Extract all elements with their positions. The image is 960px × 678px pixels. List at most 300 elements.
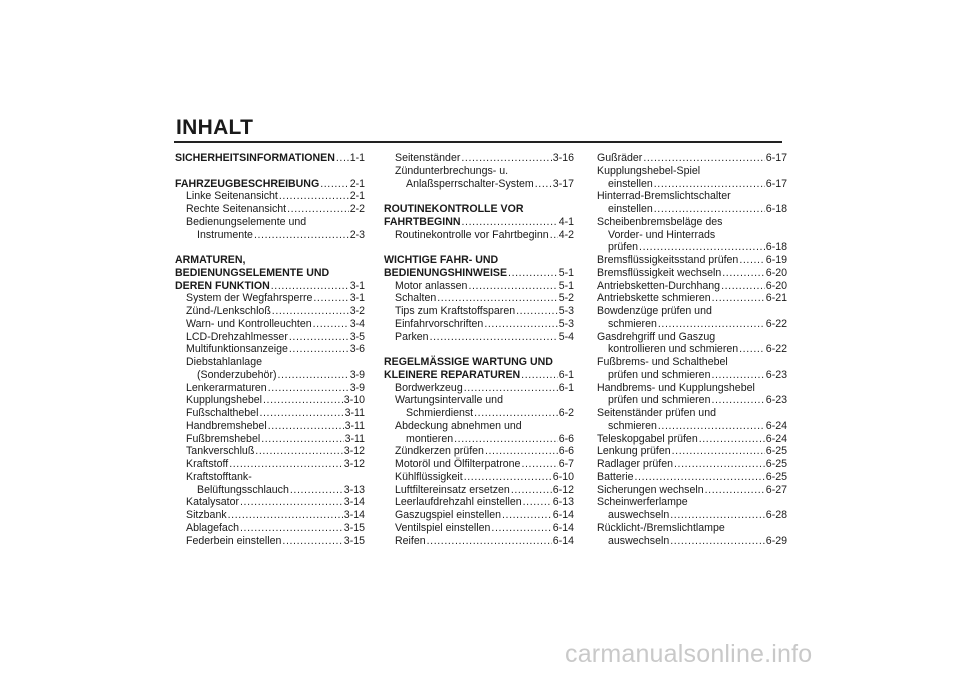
- dot-leader: [464, 471, 552, 484]
- toc-entry-title: Teleskopgabel prüfen: [597, 432, 698, 445]
- dot-leader: [268, 382, 349, 395]
- toc-entry: [597, 305, 787, 318]
- toc-entry-page: 2-1: [349, 190, 365, 203]
- toc-entry-page: 6-24: [765, 419, 787, 432]
- toc-entry-title: schmieren: [608, 419, 657, 432]
- toc-entry: [175, 267, 365, 280]
- dot-leader: [516, 305, 558, 318]
- toc-entry-title: einstellen: [608, 203, 653, 215]
- dot-leader: [271, 280, 349, 293]
- toc-entry-page: 4-2: [558, 228, 574, 241]
- toc-entry: [384, 445, 574, 458]
- toc-entry-page: 3-15: [343, 521, 365, 534]
- toc-entry-title: Luftfiltereinsatz ersetzen: [395, 483, 510, 496]
- toc-entry: [384, 178, 574, 191]
- toc-entry-page: 6-24: [765, 432, 787, 445]
- toc-entry: [597, 382, 787, 395]
- toc-entry-page: 6-27: [765, 483, 787, 496]
- toc-entry-title: einstellen: [608, 177, 653, 190]
- dot-leader: [468, 280, 557, 293]
- toc-entry-title: Schalten: [395, 292, 437, 305]
- toc-entry-page: 3-15: [343, 534, 365, 547]
- toc-entry: [384, 458, 574, 471]
- toc-entry-title: Scheibenbremsbeläge des: [597, 215, 723, 228]
- toc-entry: [384, 267, 574, 280]
- toc-entry: [384, 433, 574, 446]
- dot-leader: [454, 433, 558, 446]
- dot-leader: [259, 407, 343, 420]
- toc-entry: [175, 407, 365, 420]
- toc-entry-page: 3-11: [344, 407, 365, 419]
- toc-entry-title: Hinterrad-Bremslichtschalter: [597, 190, 731, 203]
- dot-leader: [254, 229, 349, 242]
- toc-entry-title: Handbrems- und Kupplungshebel: [597, 381, 755, 394]
- toc-entry: [597, 509, 787, 522]
- toc-entry-title: ARMATUREN,: [175, 254, 246, 266]
- toc-entry: [384, 394, 574, 407]
- toc-entry: [175, 356, 365, 369]
- toc-entry: [384, 496, 574, 509]
- toc-entry-title: Kühlflüssigkeit: [395, 470, 463, 483]
- toc-entry: [384, 509, 574, 522]
- dot-leader: [511, 484, 552, 497]
- toc-entry-title: Motor anlassen: [395, 279, 468, 292]
- toc-entry: [384, 382, 574, 395]
- toc-entry: [597, 229, 787, 242]
- toc-entry-title: FAHRTBEGINN: [384, 215, 461, 228]
- toc-entry: [175, 343, 365, 356]
- toc-entry-title: Ventilspiel einstellen: [395, 521, 491, 534]
- dot-leader: [462, 216, 558, 229]
- dot-leader: [674, 458, 765, 471]
- dot-leader: [229, 458, 343, 471]
- toc-entry: [384, 165, 574, 178]
- dot-leader: [228, 509, 343, 522]
- toc-entry: [597, 420, 787, 433]
- toc-entry-page: 3-1: [349, 279, 365, 292]
- toc-entry: [175, 178, 365, 191]
- toc-entry: [175, 471, 365, 484]
- toc-entry-page: 3-4: [349, 317, 365, 330]
- toc-entry-title: SICHERHEITSINFORMATIONEN: [175, 152, 335, 164]
- toc-entry-page: 6-20: [765, 279, 787, 292]
- toc-entry-title: Motoröl und Ölfilterpatrone: [395, 458, 521, 470]
- toc-entry-page: 3-13: [343, 483, 365, 496]
- toc-entry-page: 3-11: [344, 419, 365, 432]
- toc-entry-title: ROUTINEKONTROLLE VOR: [384, 203, 524, 215]
- toc-entry: [384, 535, 574, 548]
- toc-entry-title: Parken: [395, 330, 429, 343]
- toc-entry: [597, 394, 787, 407]
- toc-entry: [175, 203, 365, 216]
- toc-entry: [175, 318, 365, 331]
- dot-leader: [635, 471, 765, 484]
- toc-entry: [597, 331, 787, 344]
- toc-column-2: [384, 152, 574, 547]
- dot-leader: [289, 343, 349, 356]
- toc-entry: [597, 254, 787, 267]
- toc-entry: [597, 165, 787, 178]
- toc-entry-page: 6-29: [765, 534, 787, 547]
- dot-leader: [523, 496, 552, 509]
- toc-entry-page: 5-2: [558, 292, 574, 305]
- toc-entry: [597, 241, 787, 254]
- toc-entry: [384, 305, 574, 318]
- toc-entry: [384, 471, 574, 484]
- dot-leader: [491, 522, 551, 535]
- toc-entry-page: 3-16: [552, 152, 574, 164]
- toc-entry: [175, 305, 365, 318]
- dot-leader: [320, 178, 348, 191]
- toc-entry-page: 3-12: [343, 458, 365, 470]
- toc-entry: [597, 535, 787, 548]
- toc-entry: [384, 331, 574, 344]
- dot-leader: [658, 420, 765, 433]
- toc-entry-title: prüfen und schmieren: [608, 368, 711, 381]
- toc-entry: [597, 522, 787, 535]
- dot-leader: [282, 535, 342, 548]
- dot-leader: [430, 331, 558, 344]
- toc-entry: [597, 484, 787, 497]
- toc-entry-page: 5-1: [558, 279, 574, 292]
- toc-entry-title: REGELMÄSSIGE WARTUNG UND: [384, 356, 553, 368]
- toc-entry: [384, 203, 574, 216]
- toc-entry: [384, 407, 574, 420]
- toc-entry: [384, 369, 574, 382]
- toc-entry: [597, 369, 787, 382]
- toc-entry-title: Diebstahlanlage: [186, 356, 262, 368]
- toc-entry: [175, 394, 365, 407]
- dot-leader: [672, 445, 765, 458]
- dot-leader: [711, 394, 764, 407]
- toc-entry-title: Gaszugspiel einstellen: [395, 509, 501, 521]
- toc-entry-title: Zündunterbrechungs- u.: [395, 164, 509, 177]
- dot-leader: [670, 509, 765, 522]
- toc-entry-title: montieren: [406, 432, 454, 445]
- toc-entry-title: Rücklicht-/Bremslichtlampe: [597, 521, 725, 534]
- toc-entry-title: LCD-Drehzahlmesser: [186, 330, 288, 343]
- toc-entry-page: 1-1: [349, 152, 365, 164]
- toc-entry-title: Antriebskette schmieren: [597, 292, 711, 305]
- toc-entry-page: 3-9: [349, 368, 365, 381]
- dot-leader: [654, 203, 765, 216]
- toc-entry: [597, 318, 787, 331]
- toc-entry-title: Antriebsketten-Durchhang: [597, 279, 721, 292]
- toc-entry-page: 3-12: [343, 445, 365, 458]
- dot-leader: [427, 535, 552, 548]
- toc-entry-title: Schmierdienst: [406, 407, 474, 419]
- toc-entry-page: 6-18: [765, 241, 787, 254]
- toc-entry: [597, 445, 787, 458]
- dot-leader: [705, 484, 765, 497]
- dot-leader: [464, 382, 558, 395]
- toc-entry-title: prüfen: [608, 241, 639, 254]
- toc-entry-title: Scheinwerferlampe: [597, 496, 688, 509]
- toc-entry: [597, 190, 787, 203]
- dot-leader: [658, 318, 765, 331]
- toc-entry: [384, 216, 574, 229]
- dot-leader: [508, 267, 558, 280]
- dot-leader: [272, 305, 349, 318]
- toc-entry-title: Bordwerkzeug: [395, 381, 463, 394]
- toc-entry: [597, 458, 787, 471]
- dot-leader: [461, 152, 551, 165]
- dot-leader: [643, 152, 764, 165]
- toc-entry: [175, 484, 365, 497]
- toc-entry-title: Instrumente: [197, 228, 253, 241]
- toc-entry-title: Seitenständer prüfen und: [597, 407, 716, 419]
- toc-entry-page: 6-10: [552, 470, 574, 483]
- toc-entry: [384, 152, 574, 165]
- dot-leader: [711, 369, 764, 382]
- toc-entry-page: 3-6: [349, 343, 365, 356]
- toc-entry: [597, 343, 787, 356]
- toc-entry: [597, 407, 787, 420]
- toc-entry-title: Seitenständer: [395, 152, 461, 164]
- dot-leader: [699, 433, 765, 446]
- toc-entry-title: Einfahrvorschriften: [395, 317, 484, 330]
- toc-entry-page: 6-25: [765, 458, 787, 470]
- dot-leader: [290, 484, 343, 497]
- dot-leader: [279, 190, 349, 203]
- toc-entry-page: 6-20: [765, 266, 787, 279]
- dot-leader: [287, 203, 349, 216]
- toc-entry: [175, 369, 365, 382]
- toc-entry-page: 6-12: [552, 483, 574, 496]
- toc-entry: [384, 292, 574, 305]
- toc-entry-title: WICHTIGE FAHR- UND: [384, 254, 499, 266]
- toc-entry: [175, 152, 365, 165]
- toc-column-1: [175, 152, 365, 547]
- toc-entry-title: Anlaßsperrschalter-System: [406, 177, 534, 190]
- toc-entry: [175, 509, 365, 522]
- toc-entry-title: (Sonderzubehör): [197, 368, 277, 381]
- toc-entry-title: prüfen und schmieren: [608, 394, 711, 407]
- title-rule: [174, 141, 782, 143]
- toc-entry-title: Rechte Seitenansicht: [186, 203, 287, 215]
- dot-leader: [639, 241, 765, 254]
- dot-leader: [521, 369, 558, 382]
- toc-entry: [384, 318, 574, 331]
- toc-entry-page: 2-2: [349, 203, 365, 215]
- toc-entry-title: kontrollieren und schmieren: [608, 343, 739, 356]
- toc-entry: [175, 445, 365, 458]
- toc-entry: [597, 356, 787, 369]
- toc-entry: [175, 190, 365, 203]
- dot-leader: [485, 445, 558, 458]
- toc-entry-title: Tankverschluß: [186, 445, 255, 458]
- dot-leader: [437, 292, 557, 305]
- toc-entry-page: 5-1: [558, 266, 574, 279]
- dot-leader: [474, 407, 558, 420]
- dot-leader: [739, 254, 764, 267]
- toc-entry-title: Leerlaufdrehzahl einstellen: [395, 496, 522, 509]
- dot-leader: [535, 178, 552, 191]
- toc-entry-page: 6-7: [558, 458, 574, 470]
- dot-leader: [336, 152, 349, 165]
- toc-entry-page: 6-19: [765, 254, 787, 266]
- toc-column-3: [597, 152, 787, 547]
- toc-entry-title: auswechseln: [608, 534, 670, 547]
- toc-entry-title: auswechseln: [608, 509, 670, 521]
- toc-entry: [384, 356, 574, 369]
- toc-entry-page: 6-28: [765, 509, 787, 521]
- toc-entry-title: DEREN FUNKTION: [175, 279, 270, 292]
- toc-entry-page: 3-14: [343, 509, 365, 521]
- toc-entry-title: Fußschalthebel: [186, 407, 259, 419]
- toc-entry: [175, 254, 365, 267]
- toc-entry-page: 6-21: [765, 292, 787, 305]
- toc-entry-title: Kupplungshebel: [186, 394, 262, 407]
- dot-leader: [654, 178, 765, 191]
- toc-entry-title: Handbremshebel: [186, 419, 267, 432]
- toc-entry-page: 5-4: [558, 330, 574, 343]
- dot-leader: [670, 535, 765, 548]
- toc-entry-title: Routinekontrolle vor Fahrtbeginn: [395, 228, 549, 241]
- toc-entry-page: 4-1: [558, 215, 574, 228]
- toc-entry-title: Fußbremshebel: [186, 432, 261, 445]
- toc-entry-page: 3-14: [343, 496, 365, 509]
- toc-entry: [175, 382, 365, 395]
- toc-entry-page: 5-3: [558, 305, 574, 317]
- dot-leader: [255, 445, 343, 458]
- toc-entry-page: 3-11: [344, 432, 365, 445]
- dot-leader: [722, 267, 765, 280]
- toc-entry-title: System der Wegfahrsperre: [186, 292, 313, 305]
- toc-entry: [175, 292, 365, 305]
- dot-leader: [313, 292, 348, 305]
- toc-entry-title: Tips zum Kraftstoffsparen: [395, 305, 516, 317]
- toc-entry-title: Federbein einstellen: [186, 534, 282, 547]
- toc-entry-page: 6-14: [552, 521, 574, 534]
- toc-entry-page: 3-1: [349, 292, 365, 305]
- dot-leader: [268, 420, 344, 433]
- toc-entry-page: 6-25: [765, 445, 787, 458]
- toc-entry: [384, 484, 574, 497]
- toc-entry: [175, 496, 365, 509]
- toc-entry-title: Linke Seitenansicht: [186, 190, 278, 203]
- toc-entry: [597, 471, 787, 484]
- toc-entry: [597, 216, 787, 229]
- toc-entry-title: Gasdrehgriff und Gaszug: [597, 330, 716, 343]
- toc-entry-title: Reifen: [395, 534, 426, 547]
- dot-leader: [240, 496, 343, 509]
- toc-entry-page: 6-22: [765, 317, 787, 330]
- toc-entry-page: 6-2: [558, 407, 574, 419]
- toc-entry: [384, 254, 574, 267]
- toc-entry: [175, 458, 365, 471]
- toc-entry-title: Bremsflüssigkeitsstand prüfen: [597, 254, 739, 266]
- toc-entry: [597, 280, 787, 293]
- toc-entry: [175, 522, 365, 535]
- toc-entry-title: Bremsflüssigkeit wechseln: [597, 266, 722, 279]
- toc-entry-title: Lenkung prüfen: [597, 445, 671, 458]
- toc-entry-page: 3-5: [349, 330, 365, 343]
- dot-leader: [289, 331, 349, 344]
- toc-entry-page: 6-1: [558, 368, 574, 381]
- dot-leader: [484, 318, 557, 331]
- toc-entry: [175, 535, 365, 548]
- toc-entry: [384, 280, 574, 293]
- toc-entry: [175, 229, 365, 242]
- toc-entry-title: Bowdenzüge prüfen und: [597, 305, 712, 317]
- toc-entry-title: Wartungsintervalle und: [395, 394, 503, 407]
- toc-entry-page: 6-17: [765, 152, 787, 164]
- dot-leader: [502, 509, 552, 522]
- toc-entry-page: 6-23: [765, 368, 787, 381]
- toc-entry: [597, 292, 787, 305]
- toc-entry-page: 6-25: [765, 470, 787, 483]
- dot-leader: [278, 369, 349, 382]
- dot-leader: [313, 318, 349, 331]
- toc-entry: [597, 267, 787, 280]
- toc-entry-title: Vorder- und Hinterrads: [608, 228, 716, 241]
- toc-entry: [597, 152, 787, 165]
- toc-entry-title: Multifunktionsanzeige: [186, 343, 288, 356]
- toc-entry: [597, 433, 787, 446]
- toc-entry-title: schmieren: [608, 317, 657, 330]
- toc-entry: [384, 420, 574, 433]
- toc-entry: [384, 522, 574, 535]
- toc-entry-title: Kupplungshebel-Spiel: [597, 164, 701, 177]
- toc-entry-title: Radlager prüfen: [597, 458, 673, 470]
- toc-entry-page: 3-10: [343, 394, 365, 407]
- dot-leader: [521, 458, 557, 471]
- toc-entry-page: 6-18: [765, 203, 787, 215]
- toc-entry: [175, 280, 365, 293]
- dot-leader: [550, 229, 558, 242]
- toc-entry-title: Katalysator: [186, 496, 239, 509]
- toc-entry-page: 2-1: [349, 177, 365, 190]
- toc-entry: [597, 203, 787, 216]
- toc-entry-title: Warn- und Kontrolleuchten: [186, 317, 312, 330]
- toc-entry: [597, 178, 787, 191]
- toc-entry: [175, 420, 365, 433]
- toc-entry-page: 6-6: [558, 432, 574, 445]
- toc-entry-page: 6-1: [558, 381, 574, 394]
- dot-leader: [712, 292, 765, 305]
- toc-entry-title: KLEINERE REPARATUREN: [384, 368, 521, 381]
- dot-leader: [739, 343, 765, 356]
- toc-entry-page: 3-2: [349, 305, 365, 317]
- toc-entry-title: Zünd-/Lenkschloß: [186, 305, 271, 317]
- toc-entry: [384, 229, 574, 242]
- toc-entry: [597, 496, 787, 509]
- toc-entry-title: Zündkerzen prüfen: [395, 445, 484, 458]
- toc-entry: [175, 433, 365, 446]
- dot-leader: [721, 280, 765, 293]
- toc-entry-page: 6-14: [552, 509, 574, 521]
- toc-entry-page: 2-3: [349, 228, 365, 241]
- toc-entry-title: Fußbrems- und Schalthebel: [597, 356, 728, 368]
- toc-entry-page: 3-9: [349, 381, 365, 394]
- toc-entry-title: Gußräder: [597, 152, 643, 164]
- toc-entry-title: BEDIENUNGSELEMENTE UND: [175, 266, 330, 279]
- toc-entry-title: Lenkerarmaturen: [186, 381, 267, 394]
- toc-entry: [175, 216, 365, 229]
- toc-entry-page: 6-17: [765, 177, 787, 190]
- toc-entry-page: 6-13: [552, 496, 574, 509]
- toc-entry: [175, 331, 365, 344]
- page-title: INHALT: [176, 116, 254, 139]
- toc-entry-title: Sitzbank: [186, 509, 227, 521]
- toc-entry-title: Kraftstoff: [186, 458, 229, 470]
- toc-entry-title: Bedienungselemente und: [186, 215, 307, 228]
- toc-entry-title: Ablagefach: [186, 521, 240, 534]
- dot-leader: [261, 433, 343, 446]
- toc-entry-title: FAHRZEUGBESCHREIBUNG: [175, 177, 320, 190]
- toc-entry-page: 6-14: [552, 534, 574, 547]
